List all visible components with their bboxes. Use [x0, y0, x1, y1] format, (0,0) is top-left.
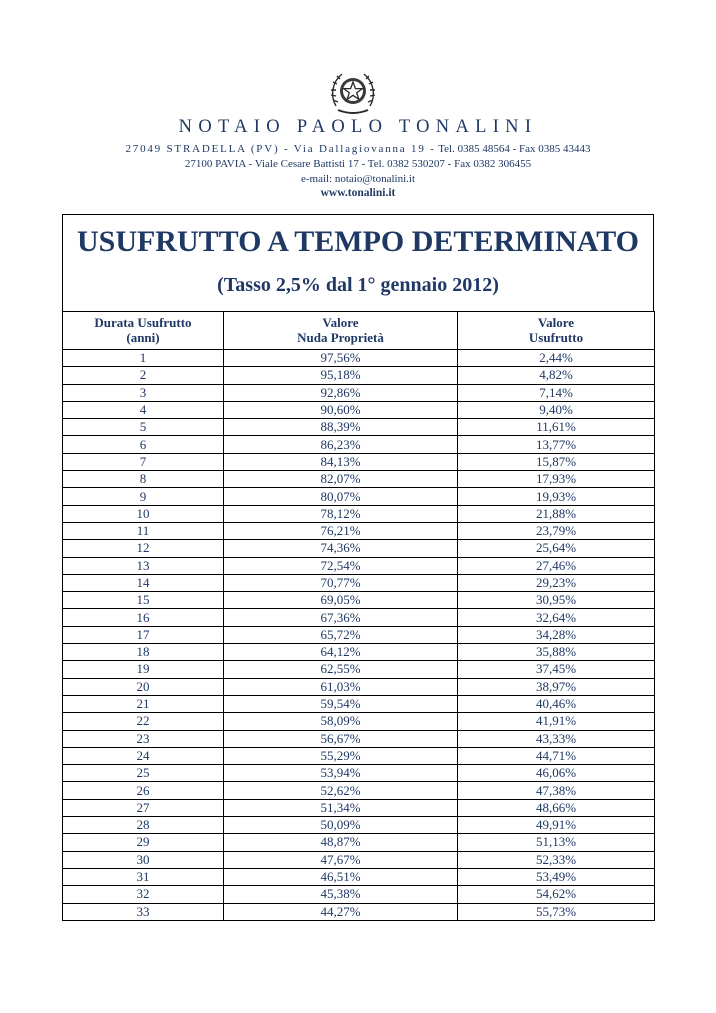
cell-bare-ownership: 46,51%: [224, 868, 458, 885]
cell-duration: 11: [63, 522, 224, 539]
cell-bare-ownership: 65,72%: [224, 626, 458, 643]
cell-usufruct: 52,33%: [458, 851, 655, 868]
cell-usufruct: 17,93%: [458, 471, 655, 488]
cell-usufruct: 11,61%: [458, 419, 655, 436]
table-row: [63, 903, 655, 920]
cell-duration: 8: [63, 471, 224, 488]
cell-duration: 4: [63, 401, 224, 418]
table-row: [63, 765, 655, 782]
table-row: [63, 886, 655, 903]
header-duration: [63, 311, 224, 350]
cell-bare-ownership: 76,21%: [224, 522, 458, 539]
cell-bare-ownership: 62,55%: [224, 661, 458, 678]
cell-usufruct: 44,71%: [458, 747, 655, 764]
cell-bare-ownership: 92,86%: [224, 384, 458, 401]
cell-usufruct: 40,46%: [458, 695, 655, 712]
italian-republic-emblem-icon: [328, 66, 378, 118]
cell-bare-ownership: 69,05%: [224, 592, 458, 609]
cell-usufruct: 41,91%: [458, 713, 655, 730]
cell-usufruct: 15,87%: [458, 453, 655, 470]
cell-usufruct: 38,97%: [458, 678, 655, 695]
table-row: [63, 592, 655, 609]
cell-bare-ownership: 72,54%: [224, 557, 458, 574]
header-usufruct: [458, 311, 655, 350]
cell-duration: 25: [63, 765, 224, 782]
cell-duration: 26: [63, 782, 224, 799]
table-row: [63, 419, 655, 436]
cell-duration: 22: [63, 713, 224, 730]
table-row: [63, 540, 655, 557]
notary-name: NOTAIO PAOLO TONALINI: [178, 117, 538, 137]
cell-duration: 28: [63, 817, 224, 834]
cell-bare-ownership: 45,38%: [224, 886, 458, 903]
header-duration-line1: Durata Usufrutto: [94, 315, 192, 330]
cell-duration: 7: [63, 453, 224, 470]
page-title: USUFRUTTO A TEMPO DETERMINATO: [76, 225, 640, 258]
cell-usufruct: 23,79%: [458, 522, 655, 539]
cell-usufruct: 21,88%: [458, 505, 655, 522]
cell-usufruct: 55,73%: [458, 903, 655, 920]
cell-duration: 10: [63, 505, 224, 522]
cell-duration: 9: [63, 488, 224, 505]
stradella-phone: Tel. 0385 48564 - Fax 0385 43443: [435, 143, 591, 155]
cell-bare-ownership: 56,67%: [224, 730, 458, 747]
cell-usufruct: 46,06%: [458, 765, 655, 782]
cell-bare-ownership: 61,03%: [224, 678, 458, 695]
cell-bare-ownership: 67,36%: [224, 609, 458, 626]
table-row: [63, 851, 655, 868]
website-link[interactable]: www.tonalini.it: [320, 187, 396, 199]
cell-duration: 31: [63, 868, 224, 885]
table-row: [63, 713, 655, 730]
table-row: [63, 401, 655, 418]
header-usufruct-line1: Valore: [537, 315, 575, 330]
cell-duration: 15: [63, 592, 224, 609]
cell-bare-ownership: 52,62%: [224, 782, 458, 799]
header-bare-ownership-line1: Valore: [322, 315, 359, 330]
cell-usufruct: 32,64%: [458, 609, 655, 626]
cell-duration: 33: [63, 903, 224, 920]
cell-duration: 21: [63, 695, 224, 712]
table-row: [63, 453, 655, 470]
cell-usufruct: 27,46%: [458, 557, 655, 574]
table-row: [63, 834, 655, 851]
cell-duration: 1: [63, 350, 224, 367]
table-row: [63, 574, 655, 591]
table-row: [63, 817, 655, 834]
cell-bare-ownership: 97,56%: [224, 350, 458, 367]
cell-bare-ownership: 55,29%: [224, 747, 458, 764]
table-row: [63, 488, 655, 505]
cell-bare-ownership: 48,87%: [224, 834, 458, 851]
cell-bare-ownership: 70,77%: [224, 574, 458, 591]
cell-bare-ownership: 58,09%: [224, 713, 458, 730]
cell-usufruct: 35,88%: [458, 644, 655, 661]
header-usufruct-line2: Usufrutto: [528, 330, 584, 345]
table-row: [63, 350, 655, 367]
cell-bare-ownership: 84,13%: [224, 453, 458, 470]
cell-usufruct: 7,14%: [458, 384, 655, 401]
cell-usufruct: 4,82%: [458, 367, 655, 384]
cell-bare-ownership: 90,60%: [224, 401, 458, 418]
cell-duration: 3: [63, 384, 224, 401]
cell-duration: 19: [63, 661, 224, 678]
cell-usufruct: 2,44%: [458, 350, 655, 367]
cell-bare-ownership: 51,34%: [224, 799, 458, 816]
table-row: [63, 522, 655, 539]
stradella-address: [0, 143, 716, 155]
table-row: [63, 367, 655, 384]
cell-duration: 24: [63, 747, 224, 764]
cell-usufruct: 9,40%: [458, 401, 655, 418]
table-row: [63, 436, 655, 453]
cell-bare-ownership: 78,12%: [224, 505, 458, 522]
table-row: [63, 747, 655, 764]
cell-usufruct: 51,13%: [458, 834, 655, 851]
header-bare-ownership: [224, 311, 458, 350]
table-row: [63, 782, 655, 799]
cell-duration: 14: [63, 574, 224, 591]
cell-usufruct: 30,95%: [458, 592, 655, 609]
cell-bare-ownership: 44,27%: [224, 903, 458, 920]
header-duration-line2: (anni): [126, 330, 160, 345]
cell-bare-ownership: 82,07%: [224, 471, 458, 488]
pavia-address: 27100 PAVIA - Viale Cesare Battisti 17 - Tel. 0382 530207 - Fax 0382 306455: [184, 158, 532, 170]
cell-bare-ownership: 47,67%: [224, 851, 458, 868]
table-row: [63, 609, 655, 626]
cell-usufruct: 25,64%: [458, 540, 655, 557]
cell-duration: 2: [63, 367, 224, 384]
header-bare-ownership-line2: Nuda Proprietà: [297, 330, 384, 345]
cell-usufruct: 19,93%: [458, 488, 655, 505]
cell-bare-ownership: 86,23%: [224, 436, 458, 453]
cell-bare-ownership: 74,36%: [224, 540, 458, 557]
cell-usufruct: 48,66%: [458, 799, 655, 816]
cell-duration: 6: [63, 436, 224, 453]
cell-duration: 18: [63, 644, 224, 661]
stradella-street: 27049 STRADELLA (PV) - Via Dallagiovanna 19 -: [125, 143, 436, 155]
cell-usufruct: 43,33%: [458, 730, 655, 747]
cell-duration: 17: [63, 626, 224, 643]
cell-bare-ownership: 59,54%: [224, 695, 458, 712]
usufruct-table: [62, 311, 655, 921]
cell-usufruct: 34,28%: [458, 626, 655, 643]
cell-duration: 12: [63, 540, 224, 557]
table-row: [63, 661, 655, 678]
cell-duration: 20: [63, 678, 224, 695]
table-row: [63, 799, 655, 816]
table-row: [63, 868, 655, 885]
cell-duration: 27: [63, 799, 224, 816]
cell-usufruct: 37,45%: [458, 661, 655, 678]
cell-bare-ownership: 80,07%: [224, 488, 458, 505]
cell-bare-ownership: 88,39%: [224, 419, 458, 436]
table-row: [63, 505, 655, 522]
cell-bare-ownership: 64,12%: [224, 644, 458, 661]
rate-subtitle: (Tasso 2,5% dal 1° gennaio 2012): [217, 274, 499, 296]
cell-duration: 23: [63, 730, 224, 747]
cell-usufruct: 47,38%: [458, 782, 655, 799]
cell-bare-ownership: 50,09%: [224, 817, 458, 834]
table-row: [63, 471, 655, 488]
cell-duration: 29: [63, 834, 224, 851]
table-row: [63, 626, 655, 643]
table-row: [63, 384, 655, 401]
cell-bare-ownership: 95,18%: [224, 367, 458, 384]
title-box: [62, 214, 654, 312]
table-row: [63, 695, 655, 712]
cell-usufruct: 54,62%: [458, 886, 655, 903]
cell-duration: 5: [63, 419, 224, 436]
table-row: [63, 644, 655, 661]
table-row: [63, 557, 655, 574]
cell-duration: 13: [63, 557, 224, 574]
table-header-row: [63, 311, 655, 350]
cell-bare-ownership: 53,94%: [224, 765, 458, 782]
cell-usufruct: 53,49%: [458, 868, 655, 885]
table-row: [63, 678, 655, 695]
cell-usufruct: 49,91%: [458, 817, 655, 834]
cell-duration: 16: [63, 609, 224, 626]
email-line: e-mail: notaio@tonalini.it: [301, 173, 415, 185]
cell-usufruct: 29,23%: [458, 574, 655, 591]
cell-duration: 32: [63, 886, 224, 903]
table-row: [63, 730, 655, 747]
cell-usufruct: 13,77%: [458, 436, 655, 453]
cell-duration: 30: [63, 851, 224, 868]
